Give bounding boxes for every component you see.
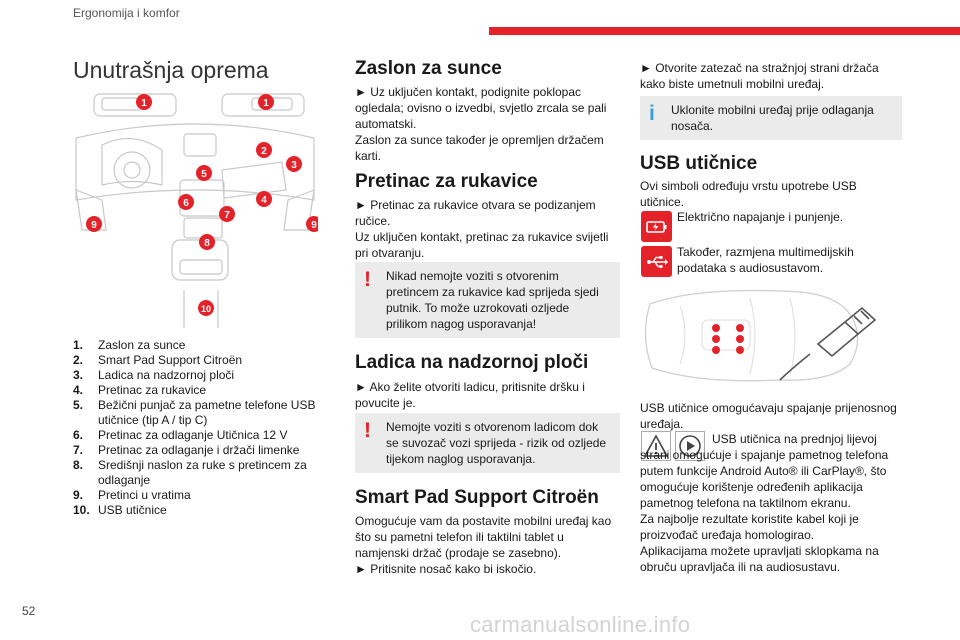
info-icon: i xyxy=(649,102,655,125)
media-label: Također, razmjena multimedijskih podataka s audiosustavom. xyxy=(677,245,854,275)
list-item: 8. Središnji naslon za ruke s pretincem za odlaganje xyxy=(73,458,307,487)
power-label: Električno napajanje i punjenje. xyxy=(677,210,844,224)
usb-icon xyxy=(641,246,672,277)
connection-text: USB utičnice omogućavaju spajanje prijenosnog uređaja. xyxy=(640,401,897,431)
glovebox-warning: ! Nikad nemojte voziti s otvorenim pretincem za rukavice kad sprijeda sjedi putnik. To može uzrokovati ozljede prilikom nagog usporavanja! xyxy=(355,262,620,338)
callout-label-1a: 1 xyxy=(141,98,147,109)
list-item: 5. Bežični punjač za pametne telefone USB utičnice (tip A / tip C) xyxy=(73,398,316,427)
list-item: 1. Zaslon za sunce xyxy=(73,338,186,352)
callout-label-9b: 9 xyxy=(311,220,317,231)
list-item: 2. Smart Pad Support Citroën xyxy=(73,353,243,367)
front-usb-text: USB utičnica na prednjoj lijevoj strani omogućuje i spajanje pametnog telefona putem funkcije Android Auto® ili CarPlay®, što omogućuje korištenje određenih aplikacija pametnog telefona na taktilnom ekranu. Za najbolje rezultate koristite kabel koji je proizvođač uređaja homologirao. Aplikacijama možete upravljati sklopkama na obruču upravljača ili na audiosustavu. xyxy=(640,432,889,574)
drawer-text: ► Ako želite otvoriti ladicu, pritisnite dršku i povucite je. xyxy=(355,380,585,410)
callout-label-2: 2 xyxy=(261,146,267,157)
watermark: carmanualsonline.info xyxy=(470,612,691,637)
smart-pad-heading: Smart Pad Support Citroën xyxy=(355,487,599,508)
glovebox-text: ► Pretinac za rukavice otvara se podizanjem ručice. Uz uključen kontakt, pretinac za rukavice svijetli pri otvaranju. xyxy=(355,198,609,260)
warning-icon: ! xyxy=(364,419,371,442)
callout-label-4: 4 xyxy=(261,195,267,206)
glovebox-heading: Pretinac za rukavice xyxy=(355,171,538,192)
callout-label-10: 10 xyxy=(200,304,212,314)
warning-icon: ! xyxy=(364,268,371,291)
list-item: 4. Pretinac za rukavice xyxy=(73,383,207,397)
info-note: i Uklonite mobilni uređaj prije odlaganja nosača. xyxy=(640,96,902,140)
sun-visor-text: ► Uz uključen kontakt, podignite poklopac ogledala; ovisno o izvedbi, svjetlo zrcala se pali automatski. Zaslon za sunce također je opremljen držačem karti. xyxy=(355,85,607,163)
holder-text: ► Otvorite zatezač na stražnjoj strani držača kako biste umetnuli mobilni uređaj. xyxy=(640,61,879,91)
interior-diagram xyxy=(72,90,318,330)
page-number: 52 xyxy=(22,604,36,618)
callout-label-8: 8 xyxy=(204,238,210,249)
header-accent-bar xyxy=(489,27,960,35)
list-item: 3. Ladica na nadzornoj ploči xyxy=(73,368,235,382)
list-item: 9. Pretinci u vratima xyxy=(73,488,191,502)
drawer-warning: ! Nemojte voziti s otvorenom ladicom dok se suvozač vozi sprijeda - rizik od ozljede tijekom naglog usporavanja. xyxy=(355,413,620,473)
page-title: Unutrašnja oprema xyxy=(73,57,269,83)
list-item: 6. Pretinac za odlaganje Utičnica 12 V xyxy=(73,428,288,442)
usb-heading: USB utičnice xyxy=(640,153,758,174)
callout-label-5: 5 xyxy=(201,169,207,180)
header-section-label: Ergonomija i komfor xyxy=(73,6,180,20)
callout-label-9a: 9 xyxy=(91,220,97,231)
callout-label-6: 6 xyxy=(183,198,189,209)
battery-charging-icon xyxy=(641,211,672,242)
list-item: 10. USB utičnice xyxy=(73,503,167,517)
callout-label-3: 3 xyxy=(291,160,297,171)
callout-label-1b: 1 xyxy=(263,98,269,109)
usb-location-diagram xyxy=(640,284,905,386)
equipment-list xyxy=(73,338,323,518)
sun-visor-heading: Zaslon za sunce xyxy=(355,58,502,79)
usb-intro-text: Ovi simboli određuju vrstu upotrebe USB utičnice. xyxy=(640,179,857,209)
list-item: 7. Pretinac za odlaganje i držači limenke xyxy=(73,443,300,457)
callout-label-7: 7 xyxy=(224,210,230,221)
drawer-heading: Ladica na nadzornoj ploči xyxy=(355,352,589,373)
smart-pad-text: Omogućuje vam da postavite mobilni uređaj kao što su pametni telefon ili taktilni tablet u namjenski držač (prodaje se zasebno). ► Pritisnite nosač kako bi iskočio. xyxy=(355,514,612,576)
